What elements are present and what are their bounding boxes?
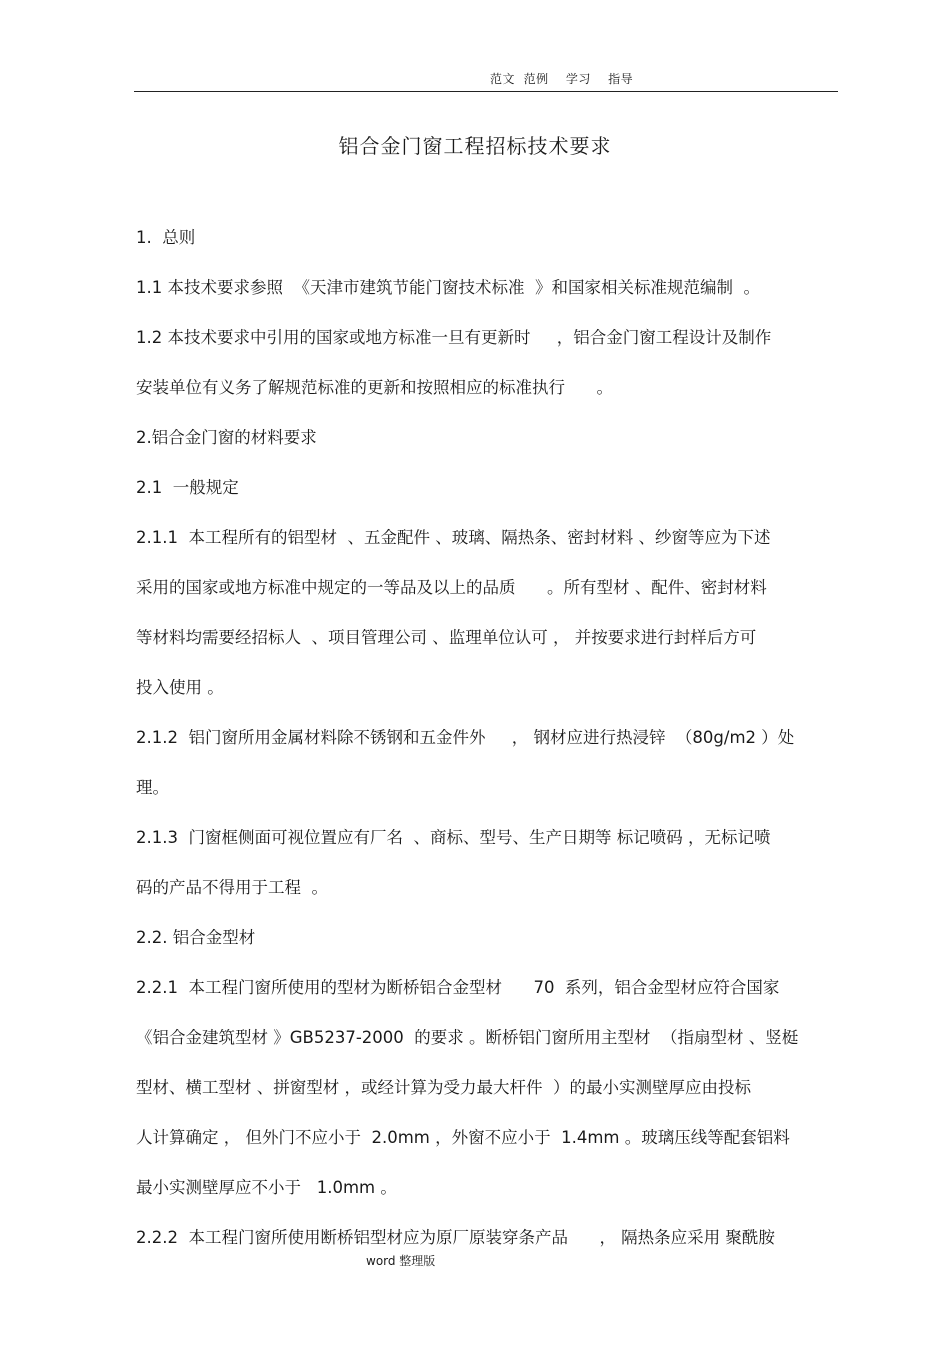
paragraph-line: 投入使用 。 (136, 678, 224, 697)
header-divider (134, 91, 838, 92)
paragraph-line: 型材、横工型材 、拼窗型材 ，或经计算为受力最大杆件 ）的最小实测壁厚应由投标 (136, 1078, 751, 1097)
section-heading-1: 1. 总则 (136, 228, 196, 247)
paragraph-line: 理。 (136, 778, 169, 797)
section-heading-2: 2.铝合金门窗的材料要求 (136, 428, 317, 447)
paragraph-line: 人计算确定 ， 但外门不应小于 2.0mm ，外窗不应小于 1.4mm 。玻璃压线等配套铝料 (136, 1128, 790, 1147)
subsection-heading: 2.1 一般规定 (136, 478, 239, 497)
document-title: 铝合金门窗工程招标技术要求 (338, 134, 612, 158)
subsection-heading: 2.2. 铝合金型材 (136, 928, 256, 947)
paragraph-line: 2.2.1 本工程门窗所使用的型材为断桥铝合金型材 70 系列，铝合金型材应符合国家 (136, 978, 780, 997)
paragraph-line: 码的产品不得用于工程 。 (136, 878, 328, 897)
paragraph-line: 安装单位有义务了解规范标准的更新和按照相应的标准执行 。 (136, 378, 613, 397)
paragraph-line: 2.2.2 本工程门窗所使用断桥铝型材应为原厂原装穿条产品 ， 隔热条应采用 聚酰胺 (136, 1228, 775, 1247)
paragraph-line: 2.1.3 门窗框侧面可视位置应有厂名 、商标、型号、生产日期等 标记喷码 ，无标记喷 (136, 828, 771, 847)
page-footer: word 整理版 (366, 1254, 436, 1268)
paragraph-line: 等材料均需要经招标人 、项目管理公司 、监理单位认可 ， 并按要求进行封样后方可 (136, 628, 757, 647)
paragraph-line: 2.1.2 铝门窗所用金属材料除不锈钢和五金件外 ， 钢材应进行热浸锌 （80g/m2 ）处 (136, 728, 795, 747)
paragraph-line: 最小实测壁厚应不小于 1.0mm 。 (136, 1178, 397, 1197)
paragraph-line: 2.1.1 本工程所有的铝型材 、五金配件 、玻璃、隔热条、密封材料 、纱窗等应为下述 (136, 528, 771, 547)
document-body (136, 225, 840, 1275)
paragraph-line: 采用的国家或地方标准中规定的一等品及以上的品质 。所有型材 、配件、密封材料 (136, 578, 767, 597)
paragraph-line: 1.2 本技术要求中引用的国家或地方标准一旦有更新时 ，铝合金门窗工程设计及制作 (136, 328, 772, 347)
page-header: 范文 范例 学习 指导 (490, 72, 634, 86)
paragraph-line: 《铝合金建筑型材 》GB5237-2000 的要求 。断桥铝门窗所用主型材 （指扇型材 、竖梃 (136, 1028, 799, 1047)
paragraph-line: 1.1 本技术要求参照 《天津市建筑节能门窗技术标准 》和国家相关标准规范编制 。 (136, 278, 760, 297)
